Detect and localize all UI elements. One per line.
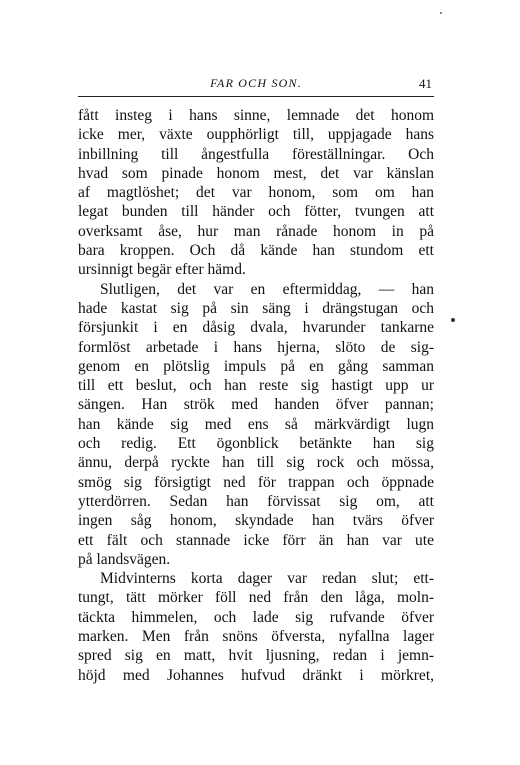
text-line: ännu, derpå ryckte han till sig rock och mössa, <box>78 454 434 472</box>
text-line: han kände sig med ens så märkvärdigt lugn <box>78 415 434 433</box>
text-line: ingen såg honom, skyndade han tvärs öfver <box>78 512 434 530</box>
margin-dot <box>451 318 455 322</box>
text-line: till ett beslut, och han reste sig hastigt upp ur <box>78 377 434 395</box>
text-line: legat bunden till händer och fötter, tvungen att <box>78 203 434 221</box>
text-line: formlöst arbetade i hans hjerna, slöto de sig- <box>78 338 434 356</box>
text-line: ett fält och stannade icke förr än han var ute <box>78 531 434 549</box>
text-line: af magtlöshet; det var honom, som om han <box>78 184 434 202</box>
page-header <box>78 76 434 94</box>
text-line: genom en plötslig impuls på en gång samman <box>78 357 434 375</box>
text-line: bara kroppen. Och då kände han stundom ett <box>78 242 434 260</box>
text-line: hvad som pinade honom mest, det var känslan <box>78 164 434 182</box>
text-line: höjd med Johannes hufvud dränkt i mörkret, <box>78 666 434 684</box>
text-line: inbillning till ångestfulla föreställningar. Och <box>78 145 434 163</box>
header-rule <box>78 96 434 97</box>
text-line: smög sig försigtigt ned för trappan och öppnade <box>78 473 434 491</box>
running-title: FAR OCH SON. <box>210 76 302 90</box>
text-line: sängen. Han strök med handen öfver pannan; <box>78 396 434 414</box>
text-line: hade kastat sig på sin säng i drängstugan och <box>78 299 434 317</box>
text-line: försjunkit i en dåsig dvala, hvarunder tankarne <box>78 319 434 337</box>
paragraph-end-line: på landsvägen. <box>78 550 171 568</box>
text-line: ytterdörren. Sedan han förvissat sig om, att <box>78 492 434 510</box>
page-number: 41 <box>419 76 432 91</box>
text-line: tungt, tätt mörker föll ned från den låga, moln- <box>78 589 434 607</box>
text-line: fått insteg i hans sinne, lemnade det honom <box>78 107 434 124</box>
text-line: spred sig en matt, hvit ljusning, redan i jemn- <box>78 647 434 665</box>
text-line: marken. Men från snöns öfversta, nyfallna lager <box>78 628 434 646</box>
text-line: icke mer, växte oupphörligt till, uppjagade hans <box>78 126 434 144</box>
corner-speck <box>440 12 442 14</box>
text-line: täckta himmelen, och lade sig rufvande öfver <box>78 608 434 626</box>
body-text <box>78 106 434 685</box>
paragraph-start-line: Slutligen, det var en eftermiddag, — han <box>100 280 434 298</box>
text-line: overksamt åse, hur man rånade honom in på <box>78 222 434 240</box>
paragraph-end-line: ursinnigt begär efter hämd. <box>78 261 246 279</box>
paragraph-start-line: Midvinterns korta dager var redan slut; ett- <box>100 570 434 588</box>
text-line: och redig. Ett ögonblick betänkte han sig <box>78 435 434 453</box>
